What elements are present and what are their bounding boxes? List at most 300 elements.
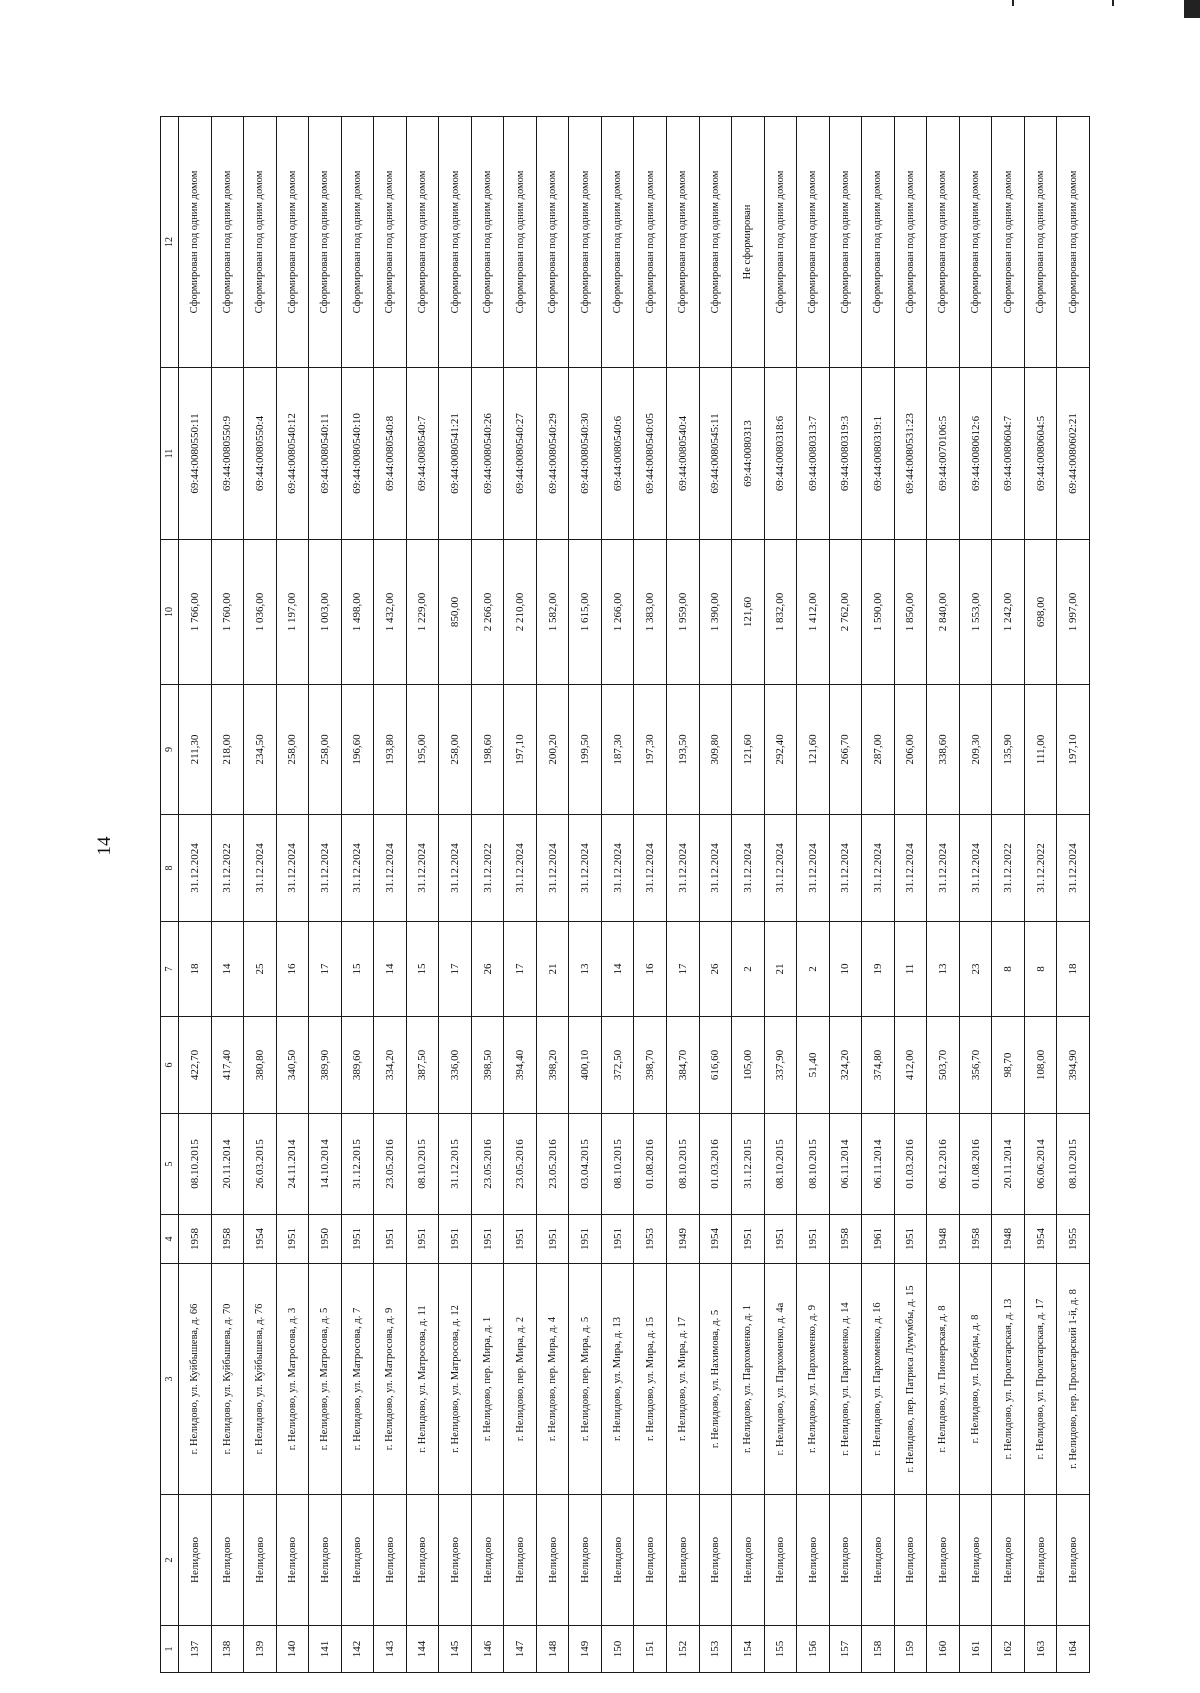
table-row	[276, 117, 309, 1673]
land-area-cell: 1 390,00	[699, 540, 732, 685]
area-cell: 380,80	[244, 1017, 277, 1114]
row-number-cell: 155	[764, 1626, 797, 1673]
survey-date-cell: 31.12.2015	[439, 1114, 472, 1215]
address-cell: г. Нелидово, пер. Пролетарский 1-й, д. 8	[1057, 1264, 1090, 1495]
table-row	[959, 117, 992, 1673]
area-value-cell: 199,50	[569, 685, 602, 815]
deadline-cell: 31.12.2024	[927, 815, 960, 922]
table-row	[862, 117, 895, 1673]
year-built-cell: 1951	[601, 1215, 634, 1264]
land-area-cell: 1 498,00	[341, 540, 374, 685]
cadastral-number-cell: 69:44:0080318:6	[764, 368, 797, 540]
residents-cell: 11	[894, 922, 927, 1017]
land-area-cell: 1 266,00	[601, 540, 634, 685]
table-row	[732, 117, 765, 1673]
year-built-cell: 1954	[699, 1215, 732, 1264]
locality-cell: Нелидово	[1024, 1495, 1057, 1626]
table-row	[179, 117, 212, 1673]
locality-cell: Нелидово	[601, 1495, 634, 1626]
housing-registry-table	[160, 117, 1090, 1673]
land-area-cell: 1 383,00	[634, 540, 667, 685]
year-built-cell: 1955	[1057, 1215, 1090, 1264]
survey-date-cell: 03.04.2015	[569, 1114, 602, 1215]
cadastral-number-cell: 69:44:0080612:6	[959, 368, 992, 540]
row-number-cell: 149	[569, 1626, 602, 1673]
year-built-cell: 1961	[862, 1215, 895, 1264]
table-row	[309, 117, 342, 1673]
land-area-cell: 2 266,00	[471, 540, 504, 685]
area-value-cell: 197,10	[504, 685, 537, 815]
cadastral-number-cell: 69:44:0080540:12	[276, 368, 309, 540]
deadline-cell: 31.12.2024	[634, 815, 667, 922]
address-cell: г. Нелидово, ул. Пархоменко, д. 4а	[764, 1264, 797, 1495]
cadastral-number-cell: 69:44:0080540:4	[666, 368, 699, 540]
address-cell: г. Нелидово, ул. Матросова, д. 7	[341, 1264, 374, 1495]
area-value-cell: 111,00	[1024, 685, 1057, 815]
survey-date-cell: 23.05.2016	[374, 1114, 407, 1215]
cadastral-number-cell: 69:44:0080540:10	[341, 368, 374, 540]
land-status-cell: Сформирован под одним домом	[406, 117, 439, 368]
land-status-cell: Сформирован под одним домом	[927, 117, 960, 368]
land-status-cell: Сформирован под одним домом	[536, 117, 569, 368]
row-number-cell: 162	[992, 1626, 1025, 1673]
locality-cell: Нелидово	[471, 1495, 504, 1626]
locality-cell: Нелидово	[374, 1495, 407, 1626]
year-built-cell: 1951	[764, 1215, 797, 1264]
address-cell: г. Нелидово, пер. Мира, д. 1	[471, 1264, 504, 1495]
area-value-cell: 193,50	[666, 685, 699, 815]
residents-cell: 10	[829, 922, 862, 1017]
locality-cell: Нелидово	[894, 1495, 927, 1626]
area-cell: 98,70	[992, 1017, 1025, 1114]
land-area-cell: 1 412,00	[797, 540, 830, 685]
cadastral-number-cell: 69:44:0080540:27	[504, 368, 537, 540]
land-status-cell: Сформирован под одним домом	[959, 117, 992, 368]
header-row	[161, 117, 179, 1673]
area-cell: 616,60	[699, 1017, 732, 1114]
deadline-cell: 31.12.2022	[1024, 815, 1057, 922]
row-number-cell: 146	[471, 1626, 504, 1673]
deadline-cell: 31.12.2024	[536, 815, 569, 922]
area-cell: 422,70	[179, 1017, 212, 1114]
area-value-cell: 121,60	[797, 685, 830, 815]
page-number: 14	[94, 836, 115, 856]
land-status-cell: Не сформирован	[732, 117, 765, 368]
address-cell: г. Нелидово, ул. Матросова, д. 9	[374, 1264, 407, 1495]
land-area-cell: 1 959,00	[666, 540, 699, 685]
residents-cell: 14	[601, 922, 634, 1017]
survey-date-cell: 08.10.2015	[601, 1114, 634, 1215]
residents-cell: 18	[179, 922, 212, 1017]
table-row	[341, 117, 374, 1673]
locality-cell: Нелидово	[341, 1495, 374, 1626]
cadastral-number-cell: 69:44:0080541:21	[439, 368, 472, 540]
column-header: 1	[161, 1626, 179, 1673]
land-status-cell: Сформирован под одним домом	[1024, 117, 1057, 368]
survey-date-cell: 23.05.2016	[471, 1114, 504, 1215]
address-cell: г. Нелидово, ул. Матросова, д. 3	[276, 1264, 309, 1495]
survey-date-cell: 08.10.2015	[179, 1114, 212, 1215]
survey-date-cell: 08.10.2015	[666, 1114, 699, 1215]
address-cell: г. Нелидово, ул. Пролетарская, д. 13	[992, 1264, 1025, 1495]
area-value-cell: 218,00	[211, 685, 244, 815]
residents-cell: 21	[764, 922, 797, 1017]
survey-date-cell: 06.06.2014	[1024, 1114, 1057, 1215]
land-status-cell: Сформирован под одним домом	[764, 117, 797, 368]
deadline-cell: 31.12.2024	[666, 815, 699, 922]
land-area-cell: 1 850,00	[894, 540, 927, 685]
row-number-cell: 144	[406, 1626, 439, 1673]
locality-cell: Нелидово	[634, 1495, 667, 1626]
row-number-cell: 159	[894, 1626, 927, 1673]
area-value-cell: 135,90	[992, 685, 1025, 815]
land-status-cell: Сформирован под одним домом	[634, 117, 667, 368]
area-value-cell: 309,80	[699, 685, 732, 815]
address-cell: г. Нелидово, ул. Пархоменко, д. 14	[829, 1264, 862, 1495]
cadastral-number-cell: 69:44:0080540:26	[471, 368, 504, 540]
table-row	[666, 117, 699, 1673]
cadastral-number-cell: 69:44:0080602:21	[1057, 368, 1090, 540]
land-status-cell: Сформирован под одним домом	[992, 117, 1025, 368]
deadline-cell: 31.12.2022	[211, 815, 244, 922]
survey-date-cell: 08.10.2015	[797, 1114, 830, 1215]
row-number-cell: 142	[341, 1626, 374, 1673]
residents-cell: 15	[341, 922, 374, 1017]
land-status-cell: Сформирован под одним домом	[504, 117, 537, 368]
table-row	[406, 117, 439, 1673]
area-value-cell: 209,30	[959, 685, 992, 815]
area-cell: 389,90	[309, 1017, 342, 1114]
survey-date-cell: 08.10.2015	[1057, 1114, 1090, 1215]
deadline-cell: 31.12.2024	[601, 815, 634, 922]
deadline-cell: 31.12.2024	[504, 815, 537, 922]
table-row	[211, 117, 244, 1673]
year-built-cell: 1951	[797, 1215, 830, 1264]
residents-cell: 26	[471, 922, 504, 1017]
row-number-cell: 163	[1024, 1626, 1057, 1673]
deadline-cell: 31.12.2024	[732, 815, 765, 922]
deadline-cell: 31.12.2024	[764, 815, 797, 922]
cadastral-number-cell: 69:44:0080540:05	[634, 368, 667, 540]
column-header: 10	[161, 540, 179, 685]
table-row	[244, 117, 277, 1673]
survey-date-cell: 01.03.2016	[894, 1114, 927, 1215]
survey-date-cell: 06.11.2014	[829, 1114, 862, 1215]
survey-date-cell: 26.03.2015	[244, 1114, 277, 1215]
area-value-cell: 121,60	[732, 685, 765, 815]
cadastral-number-cell: 69:44:0080604:5	[1024, 368, 1057, 540]
residents-cell: 21	[536, 922, 569, 1017]
year-built-cell: 1951	[894, 1215, 927, 1264]
year-built-cell: 1954	[1024, 1215, 1057, 1264]
locality-cell: Нелидово	[829, 1495, 862, 1626]
area-value-cell: 197,30	[634, 685, 667, 815]
year-built-cell: 1951	[439, 1215, 472, 1264]
address-cell: г. Нелидово, ул. Куйбышева, д. 66	[179, 1264, 212, 1495]
area-value-cell: 234,50	[244, 685, 277, 815]
row-number-cell: 158	[862, 1626, 895, 1673]
area-value-cell: 258,00	[276, 685, 309, 815]
land-area-cell: 2 210,00	[504, 540, 537, 685]
residents-cell: 17	[309, 922, 342, 1017]
address-cell: г. Нелидово, ул. Матросова, д. 11	[406, 1264, 439, 1495]
area-cell: 417,40	[211, 1017, 244, 1114]
cadastral-number-cell: 69:44:0070106:5	[927, 368, 960, 540]
land-area-cell: 1 832,00	[764, 540, 797, 685]
area-cell: 389,60	[341, 1017, 374, 1114]
area-value-cell: 266,70	[829, 685, 862, 815]
residents-cell: 25	[244, 922, 277, 1017]
area-cell: 324,20	[829, 1017, 862, 1114]
year-built-cell: 1953	[634, 1215, 667, 1264]
table-row	[504, 117, 537, 1673]
residents-cell: 2	[797, 922, 830, 1017]
land-area-cell: 2 840,00	[927, 540, 960, 685]
survey-date-cell: 01.08.2016	[959, 1114, 992, 1215]
locality-cell: Нелидово	[569, 1495, 602, 1626]
survey-date-cell: 06.12.2016	[927, 1114, 960, 1215]
cadastral-number-cell: 69:44:0080604:7	[992, 368, 1025, 540]
year-built-cell: 1958	[179, 1215, 212, 1264]
deadline-cell: 31.12.2024	[406, 815, 439, 922]
address-cell: г. Нелидово, ул. Мира, д. 13	[601, 1264, 634, 1495]
table-row	[374, 117, 407, 1673]
land-area-cell: 1 766,00	[179, 540, 212, 685]
land-area-cell: 1 760,00	[211, 540, 244, 685]
year-built-cell: 1951	[374, 1215, 407, 1264]
land-area-cell: 698,00	[1024, 540, 1057, 685]
row-number-cell: 164	[1057, 1626, 1090, 1673]
survey-date-cell: 01.08.2016	[634, 1114, 667, 1215]
survey-date-cell: 01.03.2016	[699, 1114, 732, 1215]
area-cell: 334,20	[374, 1017, 407, 1114]
area-cell: 398,50	[471, 1017, 504, 1114]
year-built-cell: 1951	[276, 1215, 309, 1264]
land-area-cell: 850,00	[439, 540, 472, 685]
land-status-cell: Сформирован под одним домом	[569, 117, 602, 368]
residents-cell: 16	[634, 922, 667, 1017]
area-cell: 105,00	[732, 1017, 765, 1114]
land-status-cell: Сформирован под одним домом	[666, 117, 699, 368]
address-cell: г. Нелидово, ул. Пархоменко, д. 16	[862, 1264, 895, 1495]
scan-edge-mark	[1112, 0, 1114, 6]
cadastral-number-cell: 69:44:0080313	[732, 368, 765, 540]
locality-cell: Нелидово	[244, 1495, 277, 1626]
row-number-cell: 161	[959, 1626, 992, 1673]
deadline-cell: 31.12.2024	[276, 815, 309, 922]
locality-cell: Нелидово	[504, 1495, 537, 1626]
locality-cell: Нелидово	[309, 1495, 342, 1626]
table-row	[797, 117, 830, 1673]
row-number-cell: 139	[244, 1626, 277, 1673]
land-status-cell: Сформирован под одним домом	[341, 117, 374, 368]
area-value-cell: 206,00	[894, 685, 927, 815]
survey-date-cell: 23.05.2016	[504, 1114, 537, 1215]
table-row	[1024, 117, 1057, 1673]
year-built-cell: 1948	[992, 1215, 1025, 1264]
residents-cell: 19	[862, 922, 895, 1017]
deadline-cell: 31.12.2024	[1057, 815, 1090, 922]
land-status-cell: Сформирован под одним домом	[471, 117, 504, 368]
land-status-cell: Сформирован под одним домом	[894, 117, 927, 368]
land-status-cell: Сформирован под одним домом	[601, 117, 634, 368]
deadline-cell: 31.12.2022	[992, 815, 1025, 922]
address-cell: г. Нелидово, ул. Матросова, д. 12	[439, 1264, 472, 1495]
cadastral-number-cell: 69:44:0080319:3	[829, 368, 862, 540]
land-status-cell: Сформирован под одним домом	[211, 117, 244, 368]
cadastral-number-cell: 69:44:0080550:4	[244, 368, 277, 540]
locality-cell: Нелидово	[927, 1495, 960, 1626]
survey-date-cell: 14.10.2014	[309, 1114, 342, 1215]
survey-date-cell: 20.11.2014	[211, 1114, 244, 1215]
area-value-cell: 196,60	[341, 685, 374, 815]
column-header: 12	[161, 117, 179, 368]
locality-cell: Нелидово	[797, 1495, 830, 1626]
row-number-cell: 138	[211, 1626, 244, 1673]
column-header: 6	[161, 1017, 179, 1114]
cadastral-number-cell: 69:44:0080313:7	[797, 368, 830, 540]
land-area-cell: 1 242,00	[992, 540, 1025, 685]
row-number-cell: 147	[504, 1626, 537, 1673]
column-header: 8	[161, 815, 179, 922]
area-cell: 108,00	[1024, 1017, 1057, 1114]
table-row	[764, 117, 797, 1673]
survey-date-cell: 23.05.2016	[536, 1114, 569, 1215]
land-area-cell: 1 615,00	[569, 540, 602, 685]
survey-date-cell: 08.10.2015	[764, 1114, 797, 1215]
year-built-cell: 1958	[829, 1215, 862, 1264]
column-header: 4	[161, 1215, 179, 1264]
area-value-cell: 287,00	[862, 685, 895, 815]
cadastral-number-cell: 69:44:0080540:11	[309, 368, 342, 540]
deadline-cell: 31.12.2024	[179, 815, 212, 922]
residents-cell: 13	[569, 922, 602, 1017]
land-status-cell: Сформирован под одним домом	[1057, 117, 1090, 368]
deadline-cell: 31.12.2024	[309, 815, 342, 922]
residents-cell: 8	[1024, 922, 1057, 1017]
table-row	[894, 117, 927, 1673]
row-number-cell: 160	[927, 1626, 960, 1673]
area-cell: 374,80	[862, 1017, 895, 1114]
address-cell: г. Нелидово, ул. Победы, д. 8	[959, 1264, 992, 1495]
deadline-cell: 31.12.2024	[244, 815, 277, 922]
area-cell: 340,50	[276, 1017, 309, 1114]
row-number-cell: 157	[829, 1626, 862, 1673]
cadastral-number-cell: 69:44:0080540:7	[406, 368, 439, 540]
land-area-cell: 1 229,00	[406, 540, 439, 685]
area-cell: 384,70	[666, 1017, 699, 1114]
land-status-cell: Сформирован под одним домом	[244, 117, 277, 368]
deadline-cell: 31.12.2024	[959, 815, 992, 922]
cadastral-number-cell: 69:44:0080550:11	[179, 368, 212, 540]
area-cell: 387,50	[406, 1017, 439, 1114]
row-number-cell: 141	[309, 1626, 342, 1673]
land-status-cell: Сформирован под одним домом	[276, 117, 309, 368]
address-cell: г. Нелидово, ул. Матросова, д. 5	[309, 1264, 342, 1495]
cadastral-number-cell: 69:44:0080540:8	[374, 368, 407, 540]
area-cell: 372,50	[601, 1017, 634, 1114]
row-number-cell: 148	[536, 1626, 569, 1673]
table-row	[634, 117, 667, 1673]
year-built-cell: 1954	[244, 1215, 277, 1264]
deadline-cell: 31.12.2024	[439, 815, 472, 922]
locality-cell: Нелидово	[732, 1495, 765, 1626]
column-header: 3	[161, 1264, 179, 1495]
survey-date-cell: 08.10.2015	[406, 1114, 439, 1215]
year-built-cell: 1951	[569, 1215, 602, 1264]
area-cell: 400,10	[569, 1017, 602, 1114]
area-value-cell: 211,30	[179, 685, 212, 815]
residents-cell: 23	[959, 922, 992, 1017]
cadastral-number-cell: 69:44:0080540:6	[601, 368, 634, 540]
address-cell: г. Нелидово, ул. Мира, д. 17	[666, 1264, 699, 1495]
deadline-cell: 31.12.2024	[862, 815, 895, 922]
locality-cell: Нелидово	[536, 1495, 569, 1626]
residents-cell: 17	[439, 922, 472, 1017]
area-value-cell: 338,60	[927, 685, 960, 815]
locality-cell: Нелидово	[666, 1495, 699, 1626]
locality-cell: Нелидово	[406, 1495, 439, 1626]
survey-date-cell: 06.11.2014	[862, 1114, 895, 1215]
scan-corner-mark	[1184, 0, 1200, 18]
area-value-cell: 197,10	[1057, 685, 1090, 815]
area-value-cell: 193,80	[374, 685, 407, 815]
table-row	[699, 117, 732, 1673]
locality-cell: Нелидово	[764, 1495, 797, 1626]
land-status-cell: Сформирован под одним домом	[439, 117, 472, 368]
area-cell: 394,40	[504, 1017, 537, 1114]
cadastral-number-cell: 69:44:0080545:11	[699, 368, 732, 540]
deadline-cell: 31.12.2024	[341, 815, 374, 922]
locality-cell: Нелидово	[179, 1495, 212, 1626]
residents-cell: 2	[732, 922, 765, 1017]
area-value-cell: 195,00	[406, 685, 439, 815]
land-area-cell: 1 590,00	[862, 540, 895, 685]
locality-cell: Нелидово	[862, 1495, 895, 1626]
table-row	[1057, 117, 1090, 1673]
row-number-cell: 150	[601, 1626, 634, 1673]
deadline-cell: 31.12.2024	[569, 815, 602, 922]
residents-cell: 16	[276, 922, 309, 1017]
locality-cell: Нелидово	[992, 1495, 1025, 1626]
land-status-cell: Сформирован под одним домом	[797, 117, 830, 368]
address-cell: г. Нелидово, пер. Мира, д. 5	[569, 1264, 602, 1495]
year-built-cell: 1958	[959, 1215, 992, 1264]
table-row	[829, 117, 862, 1673]
table-row	[569, 117, 602, 1673]
locality-cell: Нелидово	[276, 1495, 309, 1626]
area-value-cell: 258,00	[439, 685, 472, 815]
survey-date-cell: 20.11.2014	[992, 1114, 1025, 1215]
column-header: 2	[161, 1495, 179, 1626]
table-row	[439, 117, 472, 1673]
area-cell: 394,90	[1057, 1017, 1090, 1114]
land-status-cell: Сформирован под одним домом	[862, 117, 895, 368]
row-number-cell: 145	[439, 1626, 472, 1673]
deadline-cell: 31.12.2024	[829, 815, 862, 922]
residents-cell: 26	[699, 922, 732, 1017]
area-value-cell: 198,60	[471, 685, 504, 815]
year-built-cell: 1950	[309, 1215, 342, 1264]
land-area-cell: 1 432,00	[374, 540, 407, 685]
year-built-cell: 1951	[341, 1215, 374, 1264]
survey-date-cell: 24.11.2014	[276, 1114, 309, 1215]
land-status-cell: Сформирован под одним домом	[179, 117, 212, 368]
year-built-cell: 1958	[211, 1215, 244, 1264]
area-cell: 51,40	[797, 1017, 830, 1114]
cadastral-number-cell: 69:44:0080550:9	[211, 368, 244, 540]
locality-cell: Нелидово	[211, 1495, 244, 1626]
